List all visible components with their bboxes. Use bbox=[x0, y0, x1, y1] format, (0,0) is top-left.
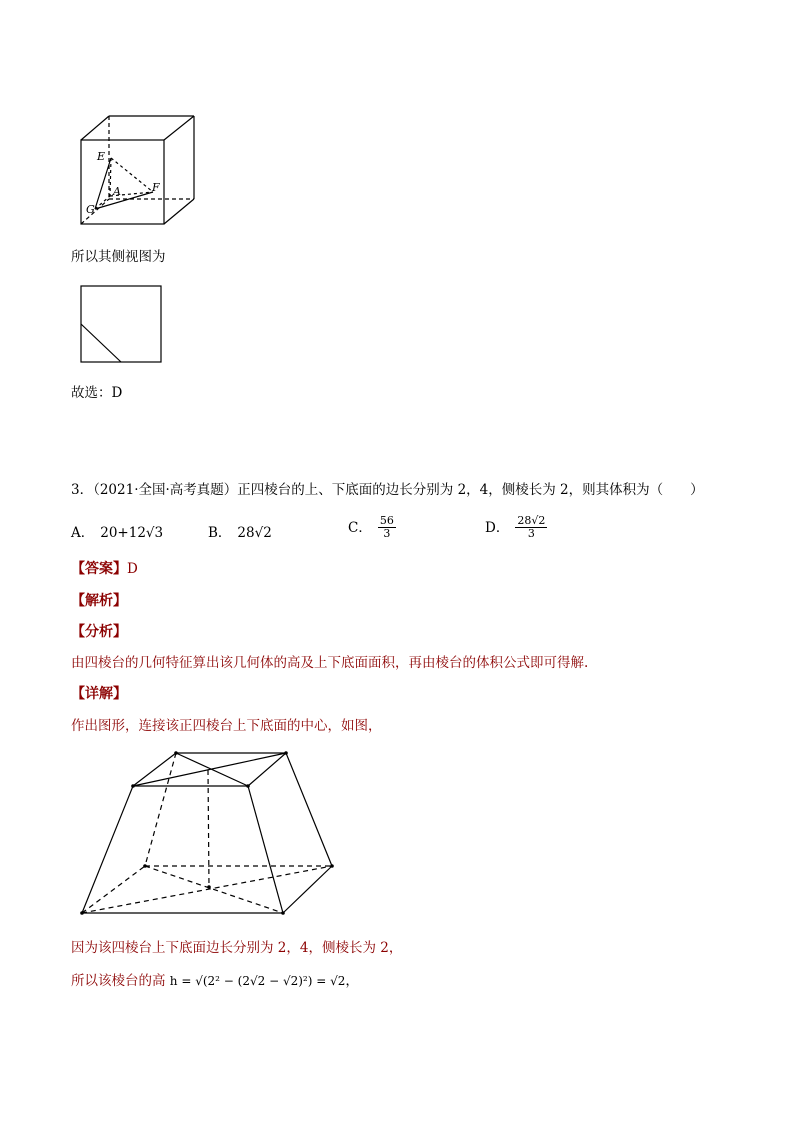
label-G: G bbox=[86, 203, 95, 216]
side-view-figure bbox=[79, 284, 165, 364]
height-formula: h = √(2² − (2√2 − √2)²) = √2 bbox=[169, 974, 346, 988]
option-a: A． 20+12√3 bbox=[71, 525, 164, 541]
label-A: A bbox=[113, 185, 121, 198]
detail-text-3: 所以该棱台的高 h = √(2² − (2√2 − √2)²) = √2， bbox=[71, 973, 359, 989]
fenxi-label: 【分析】 bbox=[71, 624, 127, 640]
question-number: 3． bbox=[71, 482, 94, 498]
cube-figure bbox=[78, 112, 203, 230]
question-source: （2021·全国·高考真题） bbox=[93, 482, 238, 498]
detail-label: 【详解】 bbox=[71, 686, 127, 702]
fraction-d: $\frac{28√2}{3}$ bbox=[517, 514, 546, 540]
analysis-label: 【解析】 bbox=[71, 593, 127, 609]
fraction-c: $\frac{56}{3}$ bbox=[379, 514, 394, 540]
prev-choice: 故选：D bbox=[71, 385, 123, 401]
answer-value: D bbox=[127, 561, 138, 577]
answer bbox=[71, 560, 138, 578]
frustum-figure bbox=[75, 740, 340, 920]
question-stem: 正四棱台的上、下底面的边长分别为 2，4，侧棱长为 2，则其体积为（ ） bbox=[237, 482, 704, 498]
detail-text-1: 作出图形，连接该正四棱台上下底面的中心，如图， bbox=[71, 718, 382, 734]
option-d: D． $\frac{28√2}{3}$ bbox=[485, 514, 546, 540]
option-c: C． $\frac{56}{3}$ bbox=[348, 514, 394, 540]
fenxi-text: 由四棱台的几何特征算出该几何体的高及上下底面面积，再由棱台的体积公式即可得解. bbox=[71, 655, 589, 671]
side-view-text: 所以其侧视图为 bbox=[71, 249, 166, 265]
label-F: F bbox=[152, 181, 160, 194]
label-E: E bbox=[97, 150, 106, 163]
option-b: B． 28√2 bbox=[208, 525, 272, 541]
detail-text-2: 因为该四棱台上下底面边长分别为 2，4，侧棱长为 2， bbox=[71, 940, 403, 956]
question-3 bbox=[71, 481, 704, 499]
answer-label: 【答案】 bbox=[71, 561, 127, 577]
